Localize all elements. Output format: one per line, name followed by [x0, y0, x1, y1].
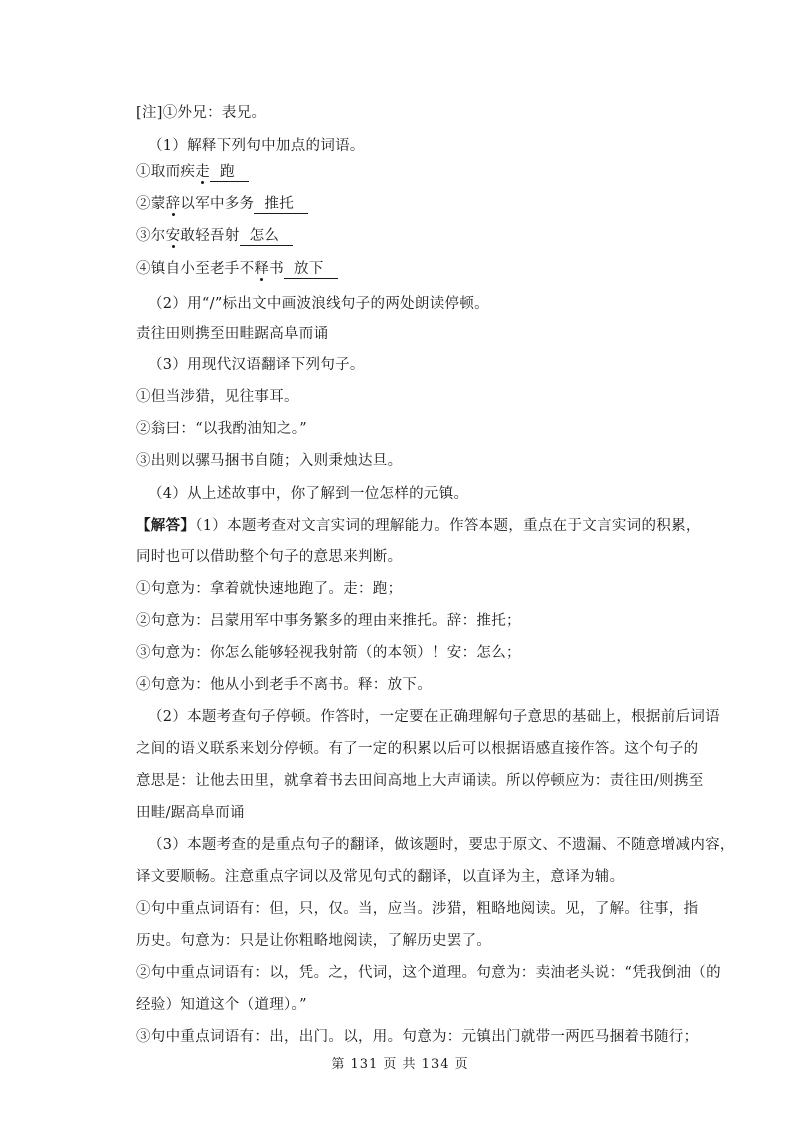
answer-blank: 放下	[284, 260, 338, 279]
question-1-item-3: ③尔安敢轻吾射 怎么	[136, 225, 676, 247]
answer-line: ④句意为：他从小到老手不离书。释：放下。	[136, 677, 432, 693]
answer-line: （2）本题考查句子停顿。作答时，一定要在正确理解句子意思的基础上，根据前后词语	[148, 709, 720, 725]
question-1-item-4: ④镇自小至老手不释书 放下	[136, 258, 676, 280]
question-2-prompt: （2）用“/”标出文中画波浪线句子的两处朗读停顿。	[148, 296, 489, 312]
question-1-prompt: （1）解释下列句中加点的词语。	[148, 138, 365, 154]
answer-label: 【解答】	[136, 517, 196, 534]
question-4-prompt: （4）从上述故事中，你了解到一位怎样的元镇。	[148, 486, 469, 502]
answer-line: 译文要顺畅。注意重点字词以及常见句式的翻译，以直译为主，意译为辅。	[136, 869, 625, 885]
question-3-item-2: ②翁曰：“以我酌油知之。”	[136, 421, 307, 437]
question-3-prompt: （3）用现代汉语翻译下列句子。	[148, 357, 365, 373]
answer-blank: 推托	[254, 195, 308, 214]
question-1-item-2: ②蒙辞以军中多务 推托	[136, 193, 676, 215]
answer-line: ②句中重点词语有：以，凭。之，代词，这个道理。句意为：卖油老头说：“凭我倒油（的	[136, 965, 721, 981]
answer-line: 同时也可以借助整个句子的意思来判断。	[136, 549, 403, 565]
answer-line: （3）本题考查的是重点句子的翻译，做该题时，要忠于原文、不遗漏、不随意增减内容，	[148, 837, 735, 853]
question-2-sentence: 责往田则携至田畦踞高阜而诵	[136, 326, 329, 342]
answer-line: ②句意为：吕蒙用军中事务繁多的理由来推托。辞：推托；	[136, 613, 521, 629]
answer-line: ③句意为：你怎么能够轻视我射箭（的本领）！安：怎么；	[136, 645, 521, 661]
answer-line: ①句中重点词语有：但，只，仅。当，应当。涉猎，粗略地阅读。见，了解。往事，指	[136, 901, 699, 917]
question-3-item-3: ③出则以骡马捆书自随；入则秉烛达旦。	[136, 453, 403, 469]
answer-line: ①句意为：拿着就快速地跑了。走：跑；	[136, 581, 403, 597]
answer-heading-line: 【解答】（1）本题考查对文言实词的理解能力。作答本题，重点在于文言实词的积累，	[136, 517, 701, 534]
answer-line: 经验）知道这个（道理）。”	[136, 997, 307, 1013]
answer-blank: 跑	[210, 163, 249, 182]
answer-line: 田畦/踞高阜而诵	[136, 805, 245, 821]
dotted-char: 安	[165, 228, 181, 244]
dotted-char: 走	[195, 164, 211, 180]
answer-blank: 怎么	[240, 227, 294, 246]
note-line: [注]①外兄：表兄。	[136, 105, 267, 121]
question-3-item-1: ①但当涉猎，见往事耳。	[136, 389, 299, 405]
answer-line: ③句中重点词语有：出，出门。以，用。句意为：元镇出门就带一两匹马捆着书随行；	[136, 1029, 699, 1045]
dotted-char: 释	[254, 261, 270, 277]
answer-line: 之间的语义联系来划分停顿。有了一定的积累以后可以根据语感直接作答。这个句子的	[136, 741, 699, 757]
answer-line: 历史。句意为：只是让你粗略地阅读，了解历史罢了。	[136, 933, 492, 949]
question-1-item-1: ①取而疾走 跑	[136, 161, 676, 183]
page-number-footer: 第 131 页 共 134 页	[331, 1057, 469, 1072]
dotted-char: 辞	[165, 196, 181, 212]
answer-line: 意思是：让他去田里，就拿着书去田间高地上大声诵读。所以停顿应为：责往田/则携至	[136, 773, 704, 789]
